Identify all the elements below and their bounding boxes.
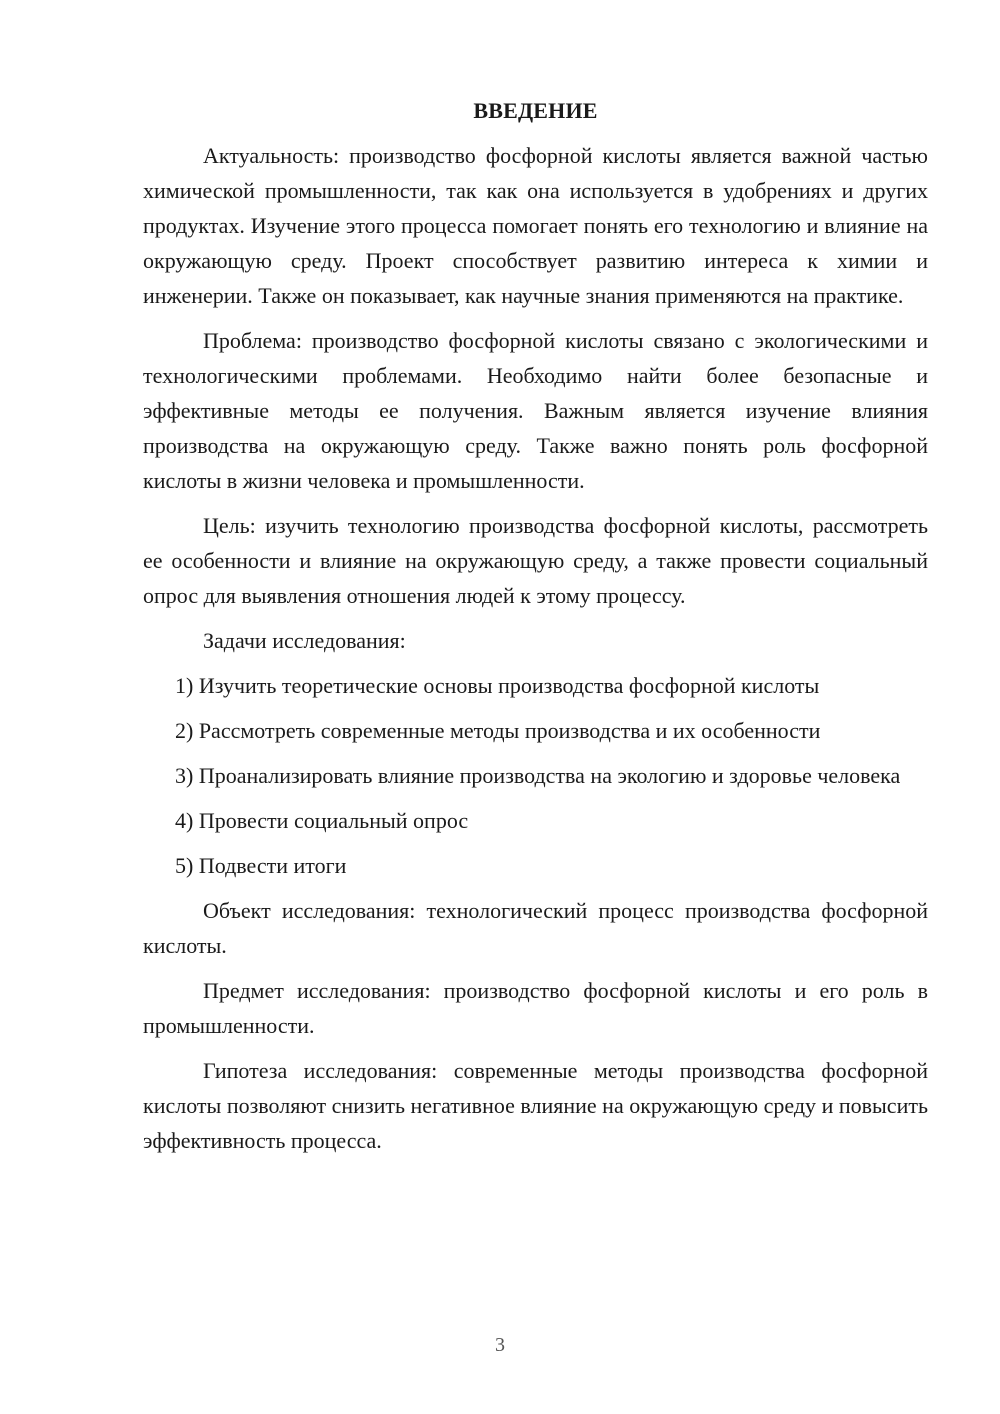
section-title: ВВЕДЕНИЕ (473, 98, 598, 123)
relevance-paragraph: Актуальность: производство фосфорной кислоты является важной частью химической промышленности, так как она используется в удобрениях и других продуктах. Изучение этого процесса помогает понять его технологию и влияние на окружающую среду. Проект способствует развитию интереса к химии и инженерии. Также он показывает, как научные знания применяются на практике. (143, 143, 928, 308)
document-page (143, 96, 928, 1168)
task-item: 3) Проанализировать влияние производства на экологию и здоровье человека (175, 763, 901, 788)
page-number: 3 (495, 1334, 505, 1356)
tasks-heading: Задачи исследования: (203, 628, 406, 653)
hypothesis-paragraph: Гипотеза исследования: современные методы производства фосфорной кислоты позволяют снизить негативное влияние на окружающую среду и повысить эффективность процесса. (143, 1058, 928, 1153)
task-item: 1) Изучить теоретические основы производства фосфорной кислоты (175, 673, 820, 698)
task-item: 4) Провести социальный опрос (175, 808, 469, 833)
problem-paragraph: Проблема: производство фосфорной кислоты связано с экологическими и технологическими проблемами. Необходимо найти более безопасные и эффективные методы ее получения. Важным является изучение влияния производства на окружающую среду. Также важно понять роль фосфорной кислоты в жизни человека и промышленности. (143, 328, 928, 493)
subject-paragraph: Предмет исследования: производство фосфорной кислоты и его роль в промышленности. (143, 978, 928, 1038)
object-paragraph: Объект исследования: технологический процесс производства фосфорной кислоты. (143, 898, 928, 958)
task-item: 5) Подвести итоги (175, 853, 347, 878)
goal-paragraph: Цель: изучить технологию производства фосфорной кислоты, рассмотреть ее особенности и влияние на окружающую среду, а также провести социальный опрос для выявления отношения людей к этому процессу. (143, 513, 928, 608)
task-item: 2) Рассмотреть современные методы производства и их особенности (175, 718, 821, 743)
